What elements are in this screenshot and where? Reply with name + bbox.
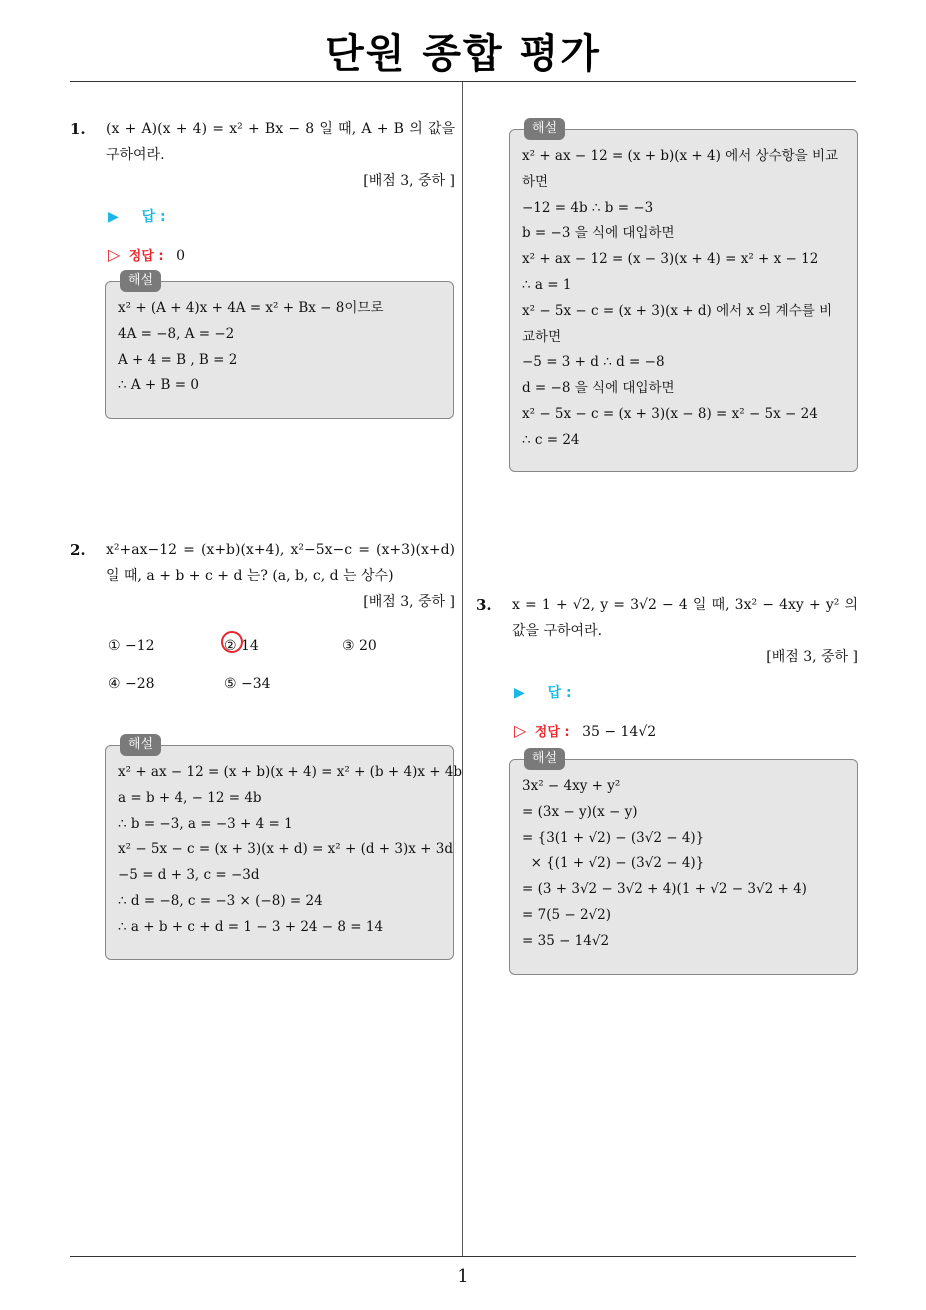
correct-answer-label: 정답 : bbox=[534, 725, 570, 740]
page-title: 단원 종합 평가 bbox=[325, 31, 601, 77]
solution-tag: 해설 bbox=[524, 748, 565, 770]
solution-tag: 해설 bbox=[120, 270, 161, 292]
solution-line: x² − 5x − c = (x + 3)(x + d) = x² + (d + 3)x + 3d bbox=[118, 841, 453, 858]
header-rule bbox=[70, 81, 856, 82]
choice-1[interactable]: ① −12 bbox=[108, 638, 155, 654]
question-stem: x = 1 + √2, y = 3√2 − 4 일 때, 3x² − 4xy + y² 의 값을 구하여라. bbox=[512, 597, 858, 639]
solution-line: b = −3 을 식에 대입하면 bbox=[522, 225, 675, 242]
solution-line: = 7(5 − 2√2) bbox=[522, 906, 611, 923]
solution-line: 3x² − 4xy + y² bbox=[522, 778, 621, 794]
solution-line: ∴ d = −8, c = −3 × (−8) = 24 bbox=[118, 892, 323, 909]
correct-answer-label: 정답 : bbox=[128, 249, 164, 264]
answer-line bbox=[108, 204, 455, 230]
outline-triangle-icon: ▷ bbox=[108, 245, 121, 264]
choice-5[interactable]: ⑤ −34 bbox=[224, 676, 271, 692]
solution-line: a = b + 4, − 12 = 4b bbox=[118, 789, 262, 806]
solution-line: −5 = 3 + d ∴ d = −8 bbox=[522, 354, 665, 371]
solution-line: A + 4 = B , B = 2 bbox=[118, 351, 238, 368]
outline-triangle-icon: ▷ bbox=[514, 721, 527, 740]
choice-3[interactable]: ③ 20 bbox=[342, 638, 377, 654]
play-triangle-icon: ▶ bbox=[108, 209, 119, 225]
answer-label: 답 : bbox=[547, 685, 572, 701]
solution-line: = (3 + 3√2 − 3√2 + 4)(1 + √2 − 3√2 + 4) bbox=[522, 881, 807, 898]
solution-line: ∴ a + b + c + d = 1 − 3 + 24 − 8 = 14 bbox=[118, 918, 384, 935]
solution-line: = (3x − y)(x − y) bbox=[522, 803, 638, 820]
question-number: 2. bbox=[70, 541, 86, 559]
solution-line: x² − 5x − c = (x + 3)(x + d) 에서 x 의 계수를 비교하면 bbox=[522, 302, 833, 345]
solution-line: 4A = −8, A = −2 bbox=[118, 325, 235, 342]
solution-box-q1-right bbox=[509, 121, 858, 472]
solution-line: x² + ax − 12 = (x + b)(x + 4) = x² + (b + 4)x + 4b bbox=[118, 764, 463, 780]
question-2 bbox=[70, 537, 455, 709]
question-1 bbox=[70, 116, 455, 270]
solution-line: ∴ b = −3, a = −3 + 4 = 1 bbox=[118, 815, 293, 832]
selected-circle-mark bbox=[221, 631, 243, 653]
correct-answer-value: 0 bbox=[176, 248, 185, 264]
solution-line: ∴ A + B = 0 bbox=[118, 377, 199, 394]
solution-line: x² + ax − 12 = (x − 3)(x + 4) = x² + x − 12 bbox=[522, 251, 819, 268]
correct-answer-line bbox=[108, 242, 455, 270]
solution-box-3 bbox=[509, 751, 858, 975]
solution-line: d = −8 을 식에 대입하면 bbox=[522, 380, 675, 397]
question-number: 3. bbox=[476, 596, 492, 614]
question-stem: (x + A)(x + 4) = x² + Bx − 8 일 때, A + B 의 값을 구하여라. bbox=[106, 121, 455, 163]
choice-4[interactable]: ④ −28 bbox=[108, 676, 155, 692]
question-meta: [배점 3, 중하 ] bbox=[363, 173, 455, 189]
correct-answer-line bbox=[514, 718, 858, 746]
choice-list bbox=[108, 633, 455, 709]
solution-tag: 해설 bbox=[524, 118, 565, 140]
solution-line: = 35 − 14√2 bbox=[522, 932, 610, 949]
solution-line: = {3(1 + √2) − (3√2 − 4)} bbox=[522, 829, 705, 846]
question-stem: x²+ax−12 = (x+b)(x+4), x²−5x−c = (x+3)(x+d) 일 때, a + b + c + d 는? (a, b, c, d 는 상수) bbox=[106, 542, 455, 584]
question-number: 1. bbox=[70, 120, 86, 138]
page-number: 1 bbox=[457, 1266, 469, 1287]
solution-line: −5 = d + 3, c = −3d bbox=[118, 867, 260, 884]
solution-line: x² + ax − 12 = (x + b)(x + 4) 에서 상수항을 비교하면 bbox=[522, 148, 839, 190]
solution-box-2 bbox=[105, 737, 463, 960]
solution-line: x² − 5x − c = (x + 3)(x − 8) = x² − 5x − 24 bbox=[522, 405, 818, 422]
column-divider bbox=[462, 82, 463, 1257]
question-meta: [배점 3, 중하 ] bbox=[363, 594, 455, 610]
solution-tag: 해설 bbox=[120, 734, 161, 756]
footer-rule bbox=[70, 1256, 856, 1257]
solution-line: x² + (A + 4)x + 4A = x² + Bx − 8이므로 bbox=[118, 300, 384, 316]
solution-line: −12 = 4b ∴ b = −3 bbox=[522, 199, 654, 216]
question-3 bbox=[476, 592, 858, 746]
solution-line: ∴ a = 1 bbox=[522, 276, 572, 293]
correct-answer-value: 35 − 14√2 bbox=[582, 724, 657, 740]
choice-2-label: ② 14 bbox=[224, 638, 259, 654]
answer-label: 답 : bbox=[141, 209, 166, 225]
solution-line: × {(1 + √2) − (3√2 − 4)} bbox=[522, 855, 705, 872]
answer-line bbox=[514, 680, 858, 706]
choice-2[interactable] bbox=[224, 633, 259, 659]
play-triangle-icon: ▶ bbox=[514, 685, 525, 701]
question-meta: [배점 3, 중하 ] bbox=[766, 649, 858, 665]
solution-line: ∴ c = 24 bbox=[522, 431, 580, 448]
solution-box-1 bbox=[105, 273, 454, 419]
